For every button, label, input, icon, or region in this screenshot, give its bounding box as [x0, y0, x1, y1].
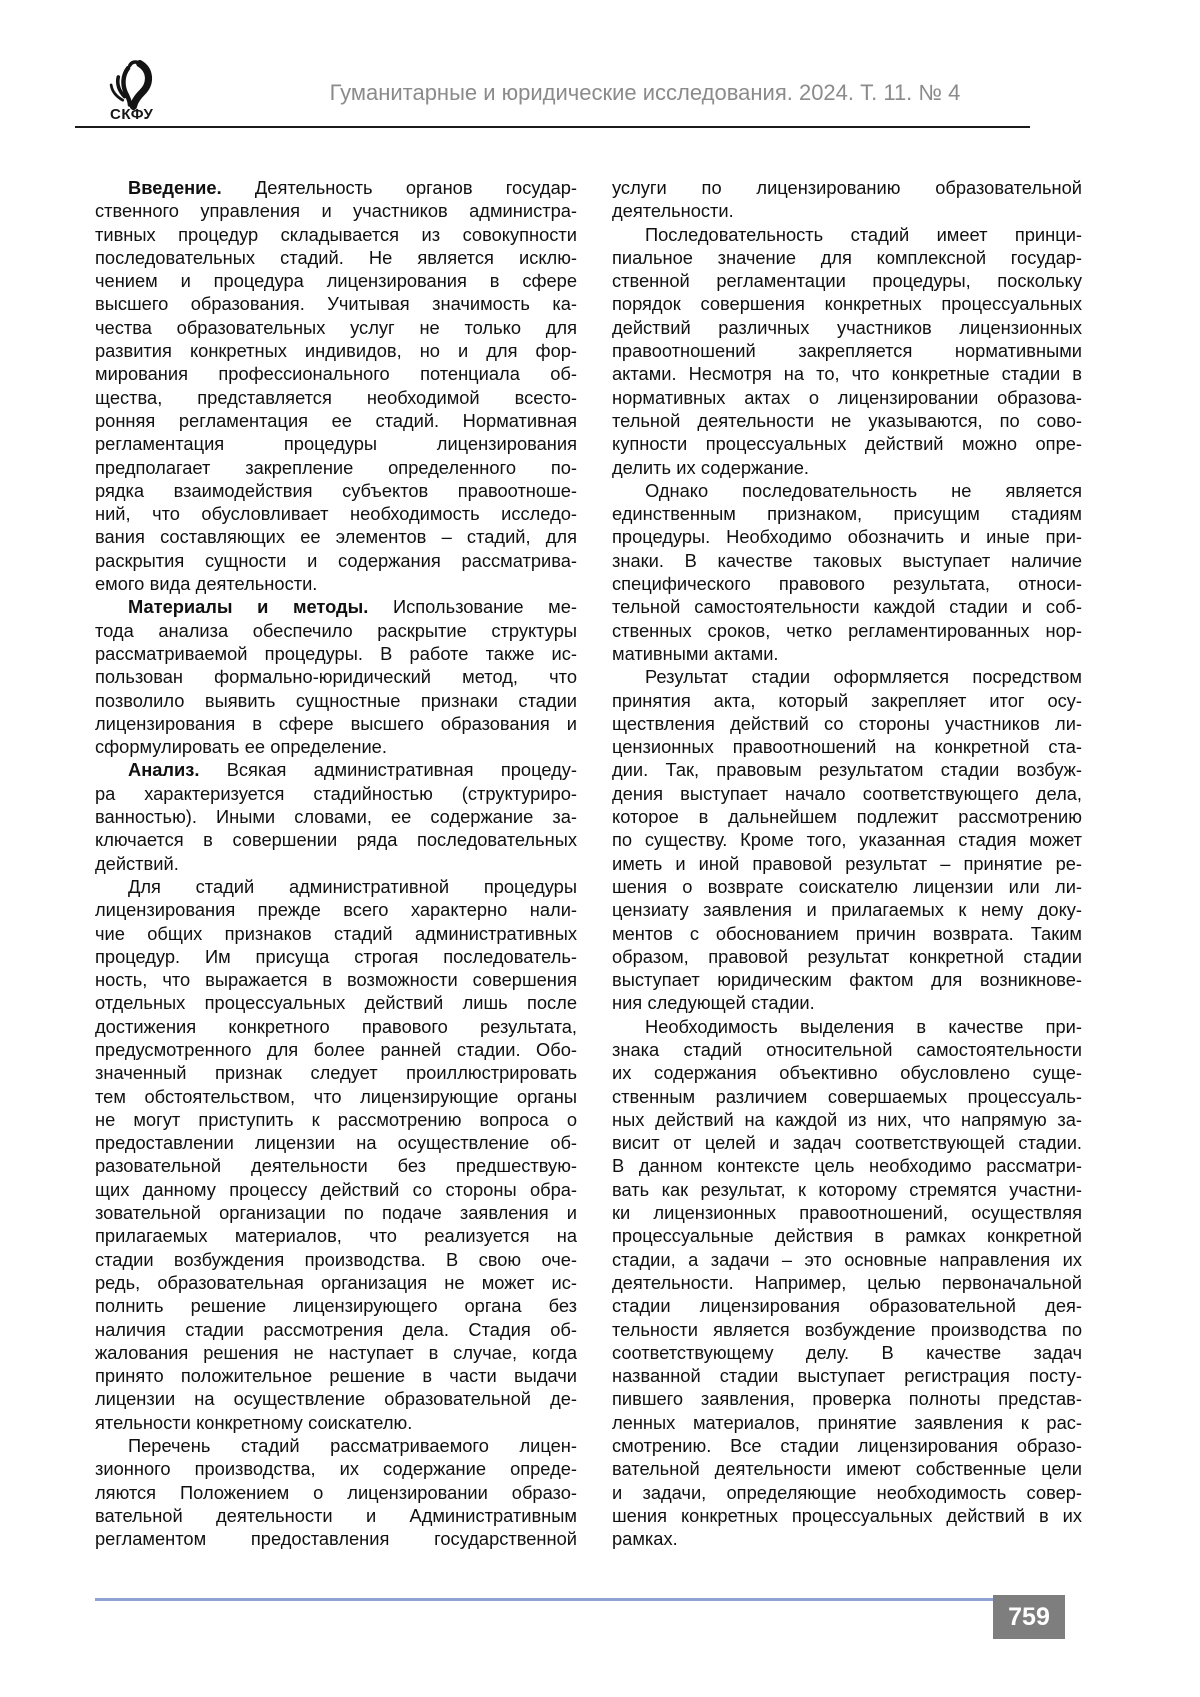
text-line: ленных материалов, принятие заявления к рас-: [612, 1411, 1082, 1433]
text-line: регламентом предоставления государственной: [95, 1528, 577, 1550]
text-line: соответствующему делу. В качестве задач: [612, 1341, 1082, 1363]
text-line: специфического правового результата, относи-: [612, 573, 1082, 595]
text-line: жалования решения не наступает в случае, когда: [95, 1341, 577, 1363]
footer-divider: [95, 1598, 1020, 1601]
text-line: раскрытия сущности и содержания рассматрива-: [95, 549, 577, 571]
text-line: пиальное значение для комплексной государ-: [612, 246, 1082, 268]
column-left: [95, 176, 577, 1551]
text-line: мативными актами.: [612, 642, 779, 664]
text-line: Однако последовательность не является: [645, 479, 1082, 501]
text-line: пользован формально-юридический метод, что: [95, 666, 577, 688]
text-line: ключается в совершении ряда последовательных: [95, 829, 577, 851]
text-line: стадии возбуждения производства. В свою оче-: [95, 1248, 577, 1270]
text-line: ственного управления и участников администра-: [95, 200, 577, 222]
text-line: названной стадии выступает регистрация посту-: [612, 1365, 1082, 1387]
text-line: тивных процедур складывается из совокупности: [95, 223, 577, 245]
text-line: чением и процедура лицензирования в сфере: [95, 270, 577, 292]
text-line: вательной деятельности и Административным: [95, 1504, 577, 1526]
text-line: предусмотренного для более ранней стадии. Обо-: [95, 1038, 577, 1060]
text-line: цензиату заявления и прилагаемых к нему доку-: [612, 899, 1082, 921]
text-line: чества образовательных услуг не только для: [95, 316, 577, 338]
text-line: высшего образования. Учитывая значимость ка-: [95, 293, 577, 315]
text-line: ки лицензионных правоотношений, осуществляя: [612, 1202, 1082, 1224]
text-line: выступает юридическим фактом для возникнове-: [612, 969, 1082, 991]
text-line: дии. Так, правовым результатом стадии возбуж-: [612, 759, 1082, 781]
text-line: тельной самостоятельности каждой стадии и соб-: [612, 596, 1082, 618]
text-line: иметь и иной правовой результат – принятие ре-: [612, 852, 1082, 874]
text-line: правоотношений закрепляется нормативными: [612, 340, 1082, 362]
text-line: щих данному процессу действий со стороны обра-: [95, 1178, 577, 1200]
text-line: емого вида деятельности.: [95, 573, 318, 595]
text-line: ных действий на каждой из них, что напрямую за-: [612, 1108, 1082, 1130]
text-line: разовательной деятельности без предшествую-: [95, 1155, 577, 1177]
text-line: смотрению. Все стадии лицензирования образо-: [612, 1435, 1082, 1457]
text-line: вать как результат, к которому стремятся участни-: [612, 1178, 1082, 1200]
skfu-bird-icon: [100, 60, 158, 110]
text-line: ментов с обоснованием причин возврата. Таким: [612, 922, 1082, 944]
text-line: последовательных стадий. Не является исклю-: [95, 246, 577, 268]
skfu-logo-text: СКФУ: [110, 106, 154, 123]
text-line: купности процессуальных действий можно опре-: [612, 433, 1082, 455]
text-line: мирования профессионального потенциала об-: [95, 363, 577, 385]
text-line: Для стадий административной процедуры: [128, 875, 577, 897]
text-line: делить их содержание.: [612, 456, 809, 478]
text-line: их содержания объективно обусловлено суще-: [612, 1062, 1082, 1084]
text-line: Последовательность стадий имеет принци-: [645, 223, 1082, 245]
text-line: образом, правовой результат конкретной стадии: [612, 945, 1082, 967]
text-line: шения конкретных процессуальных действий в их: [612, 1504, 1082, 1526]
text-line: лицензирования прежде всего характерно нали-: [95, 899, 577, 921]
text-line: Результат стадии оформляется посредством: [645, 666, 1082, 688]
text-line: актами. Несмотря на то, что конкретные стадии в: [612, 363, 1082, 385]
text-line: ляются Положением о лицензировании образо-: [95, 1481, 577, 1503]
text-line: нормативных актах о лицензировании образова-: [612, 386, 1082, 408]
text-line: которое в дальнейшем подлежит рассмотрению: [612, 806, 1082, 828]
text-line: ственных сроков, четко регламентированных нор-: [612, 619, 1082, 641]
text-line: висит от целей и задач соответствующей стадии.: [612, 1132, 1082, 1154]
text-line: единственным признаком, присущим стадиям: [612, 503, 1082, 525]
text-line: рассматриваемой процедуры. В работе также ис-: [95, 642, 577, 664]
text-line: Анализ. Всякая административная процеду-: [128, 759, 577, 781]
text-line: щества, представляется необходимой всесто-: [95, 386, 577, 408]
text-line: по существу. Кроме того, указанная стадия может: [612, 829, 1082, 851]
text-line: ществления действий со стороны участников ли-: [612, 712, 1082, 734]
text-line: вания составляющих ее элементов – стадий, для: [95, 526, 577, 548]
text-line: Материалы и методы. Использование ме-: [128, 596, 577, 618]
text-line: достижения конкретного правового результата,: [95, 1015, 577, 1037]
text-line: лицензии на осуществление образовательной де-: [95, 1388, 577, 1410]
text-line: рамках.: [612, 1528, 678, 1550]
page-number-badge: 759: [993, 1595, 1065, 1639]
text-line: процедур. Им присуща строгая последователь-: [95, 945, 577, 967]
text-line: ра характеризуется стадийностью (структуриро-: [95, 782, 577, 804]
text-line: цензионных правоотношений на конкретной ста-: [612, 736, 1082, 758]
text-line: деятельности.: [612, 200, 734, 222]
text-line: действий различных участников лицензионных: [612, 316, 1082, 338]
text-line: не могут приступить к рассмотрению вопроса о: [95, 1108, 577, 1130]
text-line: знака стадий относительной самостоятельности: [612, 1038, 1082, 1060]
text-line: развития конкретных индивидов, но и для фор-: [95, 340, 577, 362]
text-line: ний, что обусловливает необходимость исследо-: [95, 503, 577, 525]
text-line: шения о возврате соискателю лицензии или ли-: [612, 875, 1082, 897]
text-line: порядок совершения конкретных процессуальных: [612, 293, 1082, 315]
text-line: предоставлении лицензии на осуществление об-: [95, 1132, 577, 1154]
text-line: принятия акта, который закрепляет итог осу-: [612, 689, 1082, 711]
text-line: ственным различием совершаемых процессуаль-: [612, 1085, 1082, 1107]
text-line: прилагаемых материалов, что реализуется на: [95, 1225, 577, 1247]
text-line: чие общих признаков стадий административных: [95, 922, 577, 944]
text-line: тельной деятельности не указываются, по сово-: [612, 409, 1082, 431]
text-line: значенный признак следует проиллюстрировать: [95, 1062, 577, 1084]
text-line: принято положительное решение в части выдачи: [95, 1365, 577, 1387]
text-line: деятельности. Например, целью первоначальной: [612, 1271, 1082, 1293]
text-line: вательной деятельности имеют собственные цели: [612, 1458, 1082, 1480]
text-line: стадии, а задачи – это основные направления их: [612, 1248, 1082, 1270]
text-line: Перечень стадий рассматриваемого лицен-: [128, 1435, 577, 1457]
text-line: В данном контексте цель необходимо рассматри-: [612, 1155, 1082, 1177]
text-line: ственной регламентации процедуры, поскольку: [612, 270, 1082, 292]
text-line: стадии лицензирования образовательной дея-: [612, 1295, 1082, 1317]
text-line: лицензирования в сфере высшего образования и: [95, 712, 577, 734]
text-line: процессуальные действия в рамках конкретной: [612, 1225, 1082, 1247]
text-line: позволило выявить сущностные признаки стадии: [95, 689, 577, 711]
text-line: ванностью). Иными словами, ее содержание за-: [95, 806, 577, 828]
text-line: действий.: [95, 852, 179, 874]
text-line: полнить решение лицензирующего органа без: [95, 1295, 577, 1317]
text-line: тем обстоятельством, что лицензирующие органы: [95, 1085, 577, 1107]
text-line: зовательной организации по подаче заявления и: [95, 1202, 577, 1224]
text-line: сформулировать ее определение.: [95, 736, 387, 758]
text-line: редь, образовательная организация не может ис-: [95, 1271, 577, 1293]
text-line: наличия стадии рассмотрения дела. Стадия об-: [95, 1318, 577, 1340]
text-line: предполагает закрепление определенного по-: [95, 456, 577, 478]
text-line: тельности является возбуждение производства по: [612, 1318, 1082, 1340]
text-line: ность, что выражается в возможности совершения: [95, 969, 577, 991]
journal-header-title: Гуманитарные и юридические исследования. 2024. Т. 11. № 4: [329, 80, 961, 105]
text-line: ронняя регламентация ее стадий. Нормативная: [95, 409, 577, 431]
text-line: знаки. В качестве таковых выступает наличие: [612, 549, 1082, 571]
column-right: [612, 176, 1082, 1551]
text-line: рядка взаимодействия субъектов правоотноше-: [95, 479, 577, 501]
text-line: зионного производства, их содержание опреде-: [95, 1458, 577, 1480]
text-line: отдельных процессуальных действий лишь после: [95, 992, 577, 1014]
text-line: пившего заявления, проверка полноты представ-: [612, 1388, 1082, 1410]
header-divider: [75, 126, 1030, 128]
text-line: процедуры. Необходимо обозначить и иные при-: [612, 526, 1082, 548]
text-line: ния следующей стадии.: [612, 992, 815, 1014]
text-line: тода анализа обеспечило раскрытие структуры: [95, 619, 577, 641]
text-line: регламентация процедуры лицензирования: [95, 433, 577, 455]
text-line: и задачи, определяющие необходимость совер-: [612, 1481, 1082, 1503]
text-line: дения выступает начало соответствующего дела,: [612, 782, 1082, 804]
text-line: услуги по лицензированию образовательной: [612, 177, 1082, 198]
text-line: Введение. Деятельность органов государ-: [128, 177, 577, 198]
text-line: Необходимость выделения в качестве при-: [645, 1015, 1082, 1037]
text-line: ятельности конкретному соискателю.: [95, 1411, 413, 1433]
